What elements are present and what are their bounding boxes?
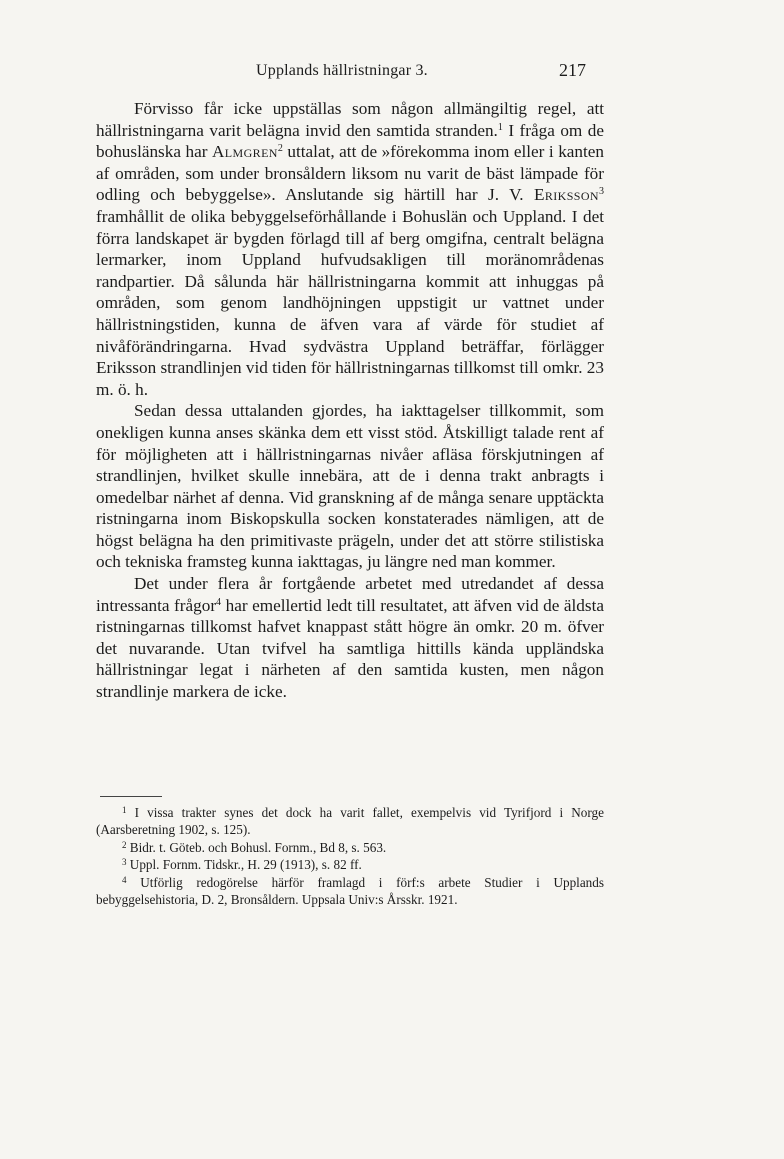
footnote-text: Bidr. t. Göteb. och Bohusl. Fornm., Bd 8, s. 563. [126,839,387,855]
page-number: 217 [559,60,586,80]
paragraph-1-text-d: framhållit de olika bebyggelseförhållande i Bohuslän och Uppland. I det förra landskapet är bygden förlagd till af berg omgifna, centralt belägna lermarker, inom Uppland hufvudsakligen till moränområdenas randpartier. Då sålunda här hällristningarna kommit att inhuggas på områden, som genom landhöjningen uppstigit ur vattnet under hällristningstiden, kunna de äfven vara af värde för studiet af nivåförändringarna. Hvad sydvästra Uppland beträffar, förlägger Eriksson strandlinjen vid tiden för hällristningarnas tillkomst till omkr. 23 m. ö. h. [96,206,604,399]
paragraph-3 [96,573,604,703]
footnote-text: Utförlig redogörelse härför framlagd i förf:s arbete Studier i Upplands bebyggelsehistoria, D. 2, Bronsåldern. Uppsala Univ:s Årsskr. 1921. [96,874,604,908]
footnote-text: I vissa trakter synes det dock ha varit fallet, exempelvis vid Tyrifjord i Norge (Aarsberetning 1902, s. 125). [96,805,604,838]
footnote-mark: 1 [122,805,127,815]
footnote-1 [96,804,604,839]
paragraph-2: Sedan dessa uttalanden gjordes, ha iakttagelser tillkommit, som onekligen kunna anses skänka dem ett visst stöd. Åtskilligt talade rent af för möjligheten att i hällristningarnas nivåer afläsa förskjutningen af strandlinjen, hvilket skulle innebära, att de i denna trakt anbragts i omedelbar närhet af denna. Vid granskning af de många senare upptäckta ristningarna inom Biskopskulla socken konstaterades nämligen, att de högst belägna ha den primitivaste prägeln, under det att större stilistiska och tekniska framsteg kunna iakttagas, ju längre ned man kommer. [96,401,604,572]
footnote-3 [96,856,604,873]
footnote-ref-1[interactable]: 1 [497,121,503,133]
paragraph-3-text-b: har emellertid ledt till resultatet, att äfven vid de äldsta ristningarnas tillkomst hafvet knappast stått högre än omkr. 20 m. öfver det nuvarande. Utan tvifvel ha samtliga hittills kända uppländska hällristningar legat i närheten af den samtida kusten, men någon strandlinje markera de icke. [96,595,604,702]
body-text [96,98,604,703]
footnote-2 [96,839,604,856]
footnote-mark: 3 [122,857,127,868]
footnote-mark: 2 [122,839,127,850]
footnote-text: Uppl. Fornm. Tidskr., H. 29 (1913), s. 82 ff. [126,857,362,873]
paragraph-1 [96,98,604,400]
footnote-separator [100,796,162,797]
footnote-4 [96,874,604,909]
paragraph-1-text-a: Förvisso får icke uppställas som någon allmängiltig regel, att hällristningarna varit belägna invid den samtida stranden. [96,99,604,140]
author-almgren: Almgren [211,142,278,162]
running-title: Upplands hällristningar 3. [256,62,428,79]
paragraph-3-text-a: Det under flera år fortgående arbetet med utredandet af dessa intressanta frågor [96,574,604,615]
footnote-ref-3[interactable]: 3 [599,186,604,198]
footnote-ref-4[interactable]: 4 [216,596,222,608]
paragraph-1-text-b: I fråga om de bohuslänska har [96,120,604,162]
footnote-ref-2[interactable]: 2 [277,143,283,155]
footnotes [96,804,604,908]
author-eriksson: Eriksson [533,185,599,205]
page-header [96,62,600,88]
paragraph-1-text-c: uttalat, att de »förekomma inom eller i kanten af områden, som under bronsåldern liksom nu varit de bäst lämpade för odling och bebyggelse». Anslutande sig härtill har J. V. [96,142,605,205]
footnote-mark: 4 [122,874,127,885]
